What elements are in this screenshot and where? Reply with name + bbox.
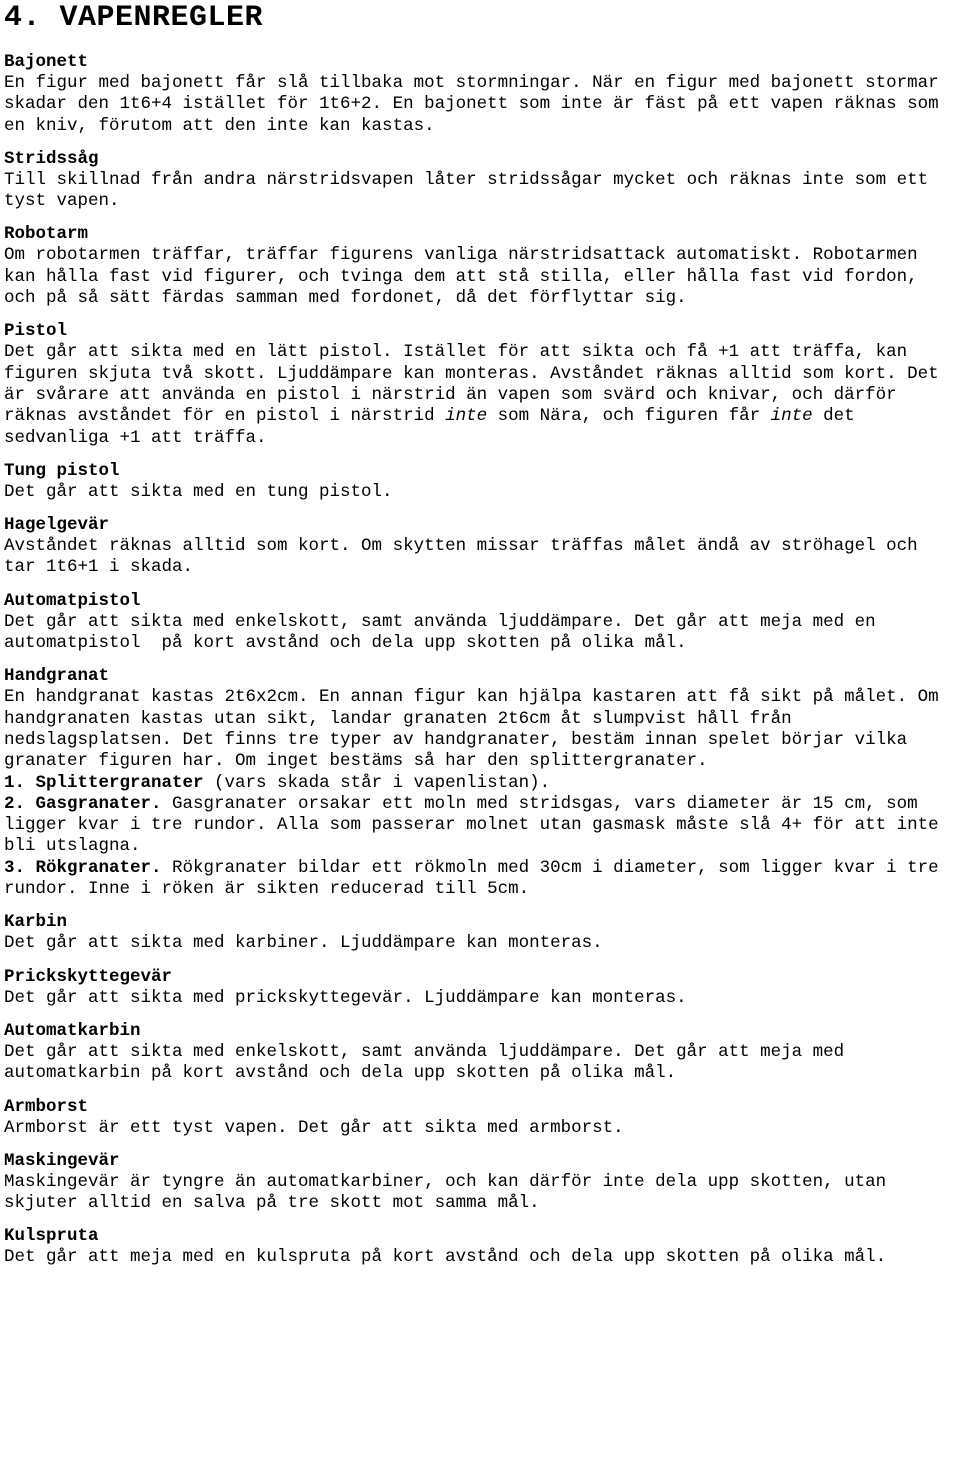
- section-heading: Handgranat: [4, 666, 110, 687]
- section-text: En figur med bajonett får slå tillbaka mot stormningar. När en figur med bajonett stormar skadar den 1t6+4 istället för 1t6+2. En bajonett som inte är fäst på ett vapen räknas som en kniv, förutom att den inte kan kastas.: [4, 73, 950, 136]
- section-hagelgevar: [4, 515, 956, 579]
- list-item-text: (vars skada står i vapenlistan).: [203, 772, 551, 793]
- section-heading: Robotarm: [4, 224, 89, 245]
- section-text: Om robotarmen träffar, träffar figurens vanliga närstridsattack automatiskt. Robotarmen kan hålla fast vid figurer, och tvinga dem att stå stilla, eller hålla fast vid fordon, och på så sätt färdas samman med fordonet, då det förflyttar sig.: [4, 245, 929, 309]
- list-item: [4, 794, 956, 858]
- section-pistol: [4, 321, 956, 448]
- section-text: Maskingevär är tyngre än automatkarbiner, och kan därför inte dela upp skotten, utan skjuter alltid en salva på tre skott mot samma mål.: [4, 1171, 897, 1214]
- section-heading: Hagelgevär: [4, 515, 110, 536]
- section-heading: Pistol: [4, 321, 68, 342]
- list-item: [4, 858, 956, 901]
- section-heading: Armborst: [4, 1096, 89, 1117]
- section-heading: Stridssåg: [4, 148, 99, 169]
- section-text: Armborst är ett tyst vapen. Det går att sikta med armborst.: [4, 1117, 624, 1138]
- section-stridssag: [4, 149, 956, 213]
- section-heading: Automatkarbin: [4, 1020, 141, 1041]
- emphasis-text: inte: [770, 406, 813, 427]
- section-tung-pistol: [4, 461, 956, 503]
- section-text: Det går att meja med en kulspruta på kort avstånd och dela upp skotten på olika mål.: [4, 1247, 887, 1268]
- section-heading: Bajonett: [4, 52, 89, 72]
- section-text: Till skillnad från andra närstridsvapen låter stridssågar mycket och räknas inte som ett tyst vapen.: [4, 169, 939, 212]
- list-item-text: Gasgranater orsakar ett moln med stridsgas, vars diameter är 15 cm, som ligger kvar i tre rundor. Alla som passerar molnet utan gasmask måste slå 4+ för att inte bli utslagna.: [4, 793, 950, 857]
- list-item-text: Rökgranater bildar ett rökmoln med 30cm i diameter, som ligger kvar i tre rundor. Inne i röken är sikten reducerad till 5cm.: [4, 857, 950, 900]
- section-kulspruta: [4, 1226, 956, 1268]
- section-automatpistol: [4, 591, 956, 655]
- chapter-title: 4. VAPENREGLER: [4, 1, 264, 35]
- section-text: [4, 342, 956, 448]
- text-part: som Nära, och figuren får: [487, 406, 771, 427]
- section-heading: Tung pistol: [4, 460, 120, 481]
- section-heading: Maskingevär: [4, 1150, 120, 1171]
- text-part: det sedvanliga +1 att träffa.: [4, 406, 866, 448]
- section-text: Det går att sikta med enkelskott, samt använda ljuddämpare. Det går att meja med automatkarbin på kort avstånd och dela upp skotten på olika mål.: [4, 1041, 855, 1084]
- section-armborst: [4, 1097, 956, 1139]
- section-heading: Kulspruta: [4, 1226, 99, 1247]
- section-text: Det går att sikta med karbiner. Ljuddämpare kan monteras.: [4, 933, 603, 954]
- emphasis-text: inte: [445, 406, 488, 427]
- section-text: Det går att sikta med enkelskott, samt använda ljuddämpare. Det går att meja med en automatpistol på kort avstånd och dela upp skotten på olika mål.: [4, 611, 887, 654]
- section-text: En handgranat kastas 2t6x2cm. En annan figur kan hjälpa kastaren att få sikt på målet. Om handgranaten kastas utan sikt, landar granaten 2t6cm åt slumpvist håll från nedslagsplatsen. Det finns tre typer av handgranater, bestäm innan spelet börjar vilka granater figuren har. Om inget bestäms så har den splittergranater.: [4, 687, 950, 772]
- section-maskingevar: [4, 1151, 956, 1215]
- section-bajonett: [4, 52, 956, 137]
- text-part: Det går att sikta med en lätt pistol. Istället för att sikta och få +1 att träffa, kan figuren skjuta två skott. Ljuddämpare kan monteras. Avståndet räknas alltid som kort. Det är svårare att använda en pistol i närstrid än vapen som svärd och knivar, och därför räknas avståndet för en pistol i närstrid: [4, 342, 950, 427]
- section-automatkarbin: [4, 1021, 956, 1085]
- list-item-label: 3. Rökgranater.: [4, 857, 162, 878]
- section-handgranat: [4, 666, 956, 900]
- section-heading: Automatpistol: [4, 590, 141, 611]
- section-text: Det går att sikta med prickskyttegevär. Ljuddämpare kan monteras.: [4, 987, 687, 1008]
- section-text: Det går att sikta med en tung pistol.: [4, 481, 393, 502]
- list-item: [4, 773, 956, 794]
- section-prickskyttegevar: [4, 967, 956, 1009]
- section-karbin: [4, 912, 956, 954]
- list-item-label: 2. Gasgranater.: [4, 793, 162, 814]
- section-heading: Prickskyttegevär: [4, 966, 173, 987]
- section-text: Avståndet räknas alltid som kort. Om skytten missar träffas målet ändå av ströhagel och tar 1t6+1 i skada.: [4, 536, 929, 578]
- list-item-label: 1. Splittergranater: [4, 772, 204, 793]
- section-robotarm: [4, 224, 956, 309]
- section-heading: Karbin: [4, 912, 68, 933]
